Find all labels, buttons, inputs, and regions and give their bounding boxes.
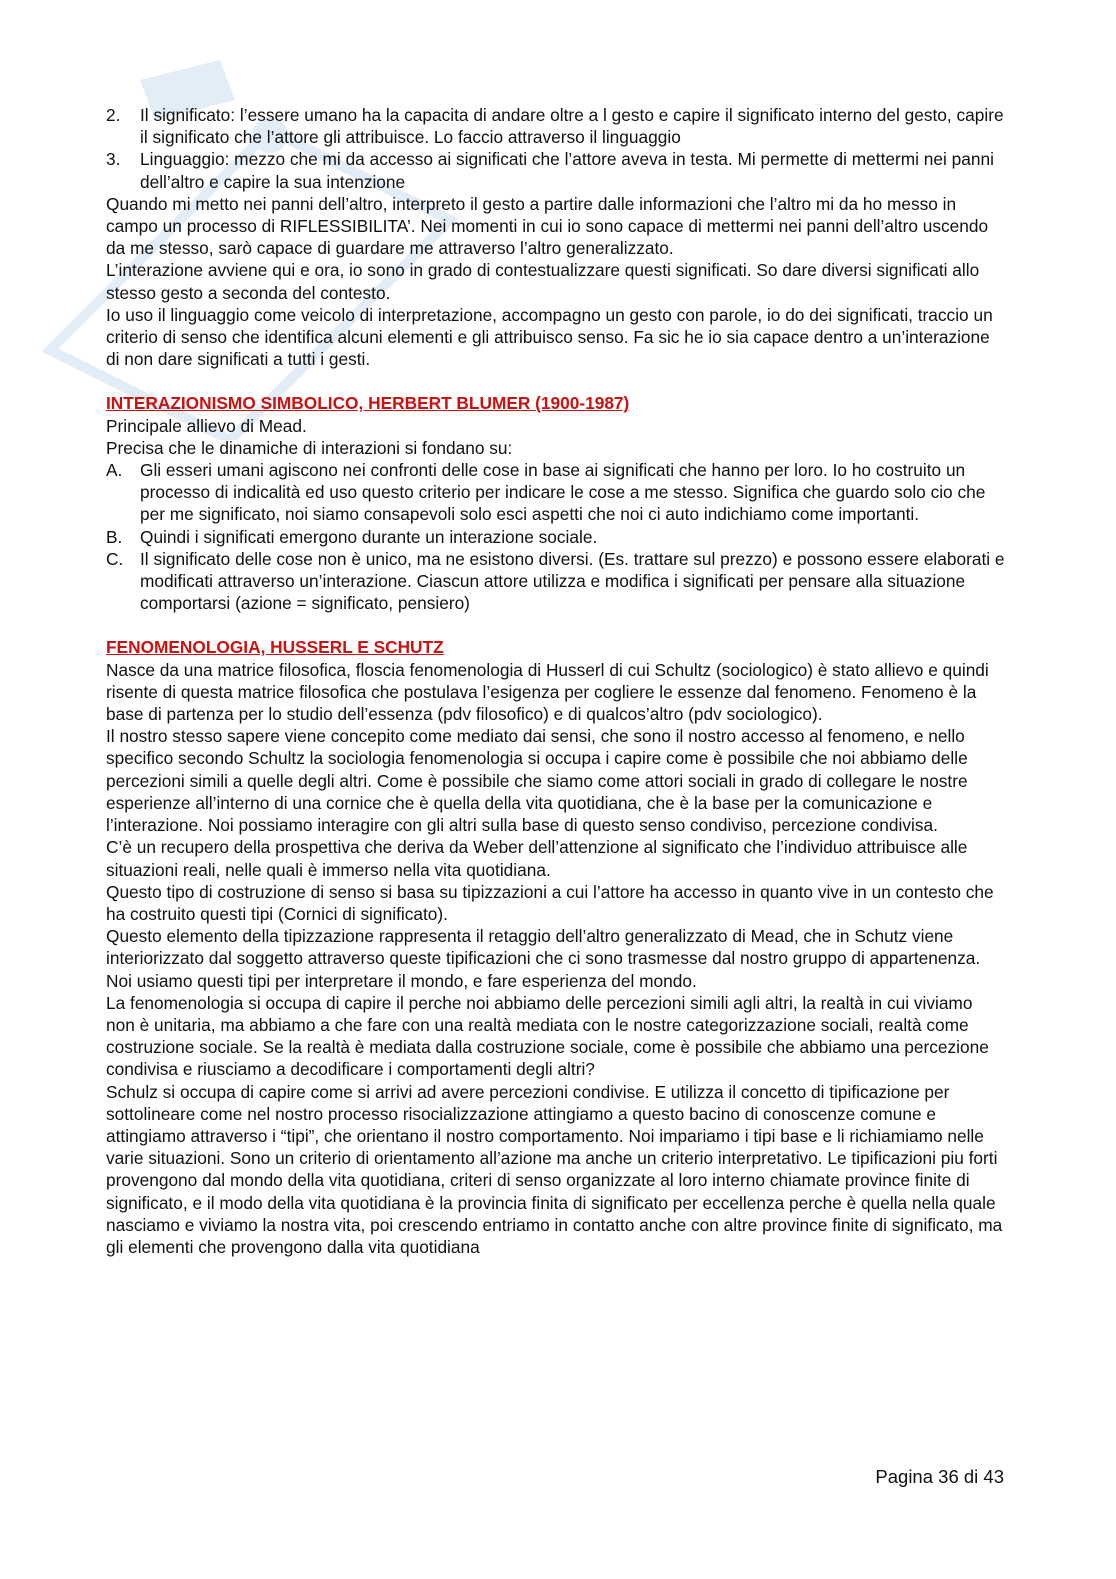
list-marker: 2. bbox=[106, 105, 121, 125]
list-item-text: Il significato delle cose non è unico, ma ne esistono diversi. (Es. trattare sul prezzo) e possono essere elaborati e modificati attraverso un’interazione. Ciascun attore utilizza e modifica i significati per pensare alla situazione comportarsi (azione = significato, pensiero) bbox=[140, 548, 1005, 614]
numbered-list bbox=[106, 104, 1006, 193]
list-item bbox=[106, 148, 1006, 192]
list-item bbox=[106, 104, 1006, 148]
document-body bbox=[106, 104, 1006, 1258]
list-marker: B. bbox=[106, 526, 123, 547]
section-heading: INTERAZIONISMO SIMBOLICO, HERBERT BLUMER (1900-1987) bbox=[106, 393, 630, 414]
paragraph: Questo elemento della tipizzazione rappresenta il retaggio dell’altro generalizzato di Mead, che in Schutz viene interiorizzato dal soggetto attraverso queste tipificazioni che ci sono trasmesse dal nostro gruppo di appartenenza. Noi usiamo questi tipi per interpretare il mondo, e fare esperienza del mondo. bbox=[106, 926, 981, 991]
list-item bbox=[106, 548, 1006, 615]
list-item-text: Linguaggio: mezzo che mi da accesso ai significati che l’attore aveva in testa. Mi permette di mettermi nei panni dell’altro e capire la sua intenzione bbox=[140, 149, 994, 192]
lettered-list bbox=[106, 459, 1006, 614]
list-marker: A. bbox=[106, 460, 123, 481]
paragraph: C’è un recupero della prospettiva che deriva da Weber dell’attenzione al significato che l’individuo attribuisce alle situazioni reali, nelle quali è immerso nella vita quotidiana. bbox=[106, 837, 968, 880]
section-heading: FENOMENOLOGIA, HUSSERL E SCHUTZ bbox=[106, 637, 444, 658]
paragraph: Schulz si occupa di capire come si arrivi ad avere percezioni condivise. E utilizza il concetto di tipificazione per sottolineare come nel nostro processo risocializzazione attingiamo a questo bacino di conoscenze comune e attingiamo attraverso i “tipi”, che orientano il nostro comportamento. Noi impariamo i tipi base e li richiamiamo nelle varie situazioni. Sono un criterio di orientamento all’azione ma anche un criterio interpretativo. Le tipificazioni piu forti provengono dal mondo della vita quotidiana, criteri di senso organizzate al loro interno chiamate province finite di significato, e il modo della vita quotidiana è la provincia finita di significato per eccellenza perche è quella nella quale nasciamo e viviamo la nostra vita, poi crescendo entriamo in contatto anche con altre province finite di significato, ma gli elementi che provengono dalla vita quotidiana bbox=[106, 1081, 1003, 1257]
list-marker: C. bbox=[106, 548, 124, 569]
list-marker: 3. bbox=[106, 149, 121, 170]
list-item bbox=[106, 459, 1006, 526]
list-item-text: Il significato: l’essere umano ha la capacita di andare oltre a l gesto e capire il significato interno del gesto, capire il significato che l’attore gli attribuisce. Lo faccio attraverso il linguaggio bbox=[140, 105, 1004, 148]
paragraph: Il nostro stesso sapere viene concepito come mediato dai sensi, che sono il nostro accesso al fenomeno, e nello specifico secondo Schultz la sociologia fenomenologia si occupa i capire come è possibile che noi abbiamo delle percezioni simili a quelle degli altri. Come è possibile che siamo come attori sociali in grado di collegare le nostre esperienze all’interno di una cornice che è quella della vita quotidiana, che è la base per la comunicazione e l’interazione. Noi possiamo interagire con gli altri sulla base di questo senso condiviso, percezione condivisa. bbox=[106, 726, 968, 836]
paragraph: L’interazione avviene qui e ora, io sono in grado di contestualizzare questi significati. So dare diversi significati allo stesso gesto a seconda del contesto. bbox=[106, 260, 980, 303]
list-item-text: Gli esseri umani agiscono nei confronti delle cose in base ai significati che hanno per loro. Io ho costruito un processo di indicalità ed uso questo criterio per indicare le cose a me stesso. Significa che guardo solo cio che per me significato, noi siamo consapevoli solo esci aspetti che noi ci auto indichiamo come importanti. bbox=[140, 460, 986, 525]
paragraph: Io uso il linguaggio come veicolo di interpretazione, accompagno un gesto con parole, io do dei significati, traccio un criterio di senso che identifica alcuni elementi e gli attribuisco senso. Fa sic he io sia capace dentro a un’interazione di non dare significati a tutti i gesti. bbox=[106, 304, 993, 370]
paragraph: La fenomenologia si occupa di capire il perche noi abbiamo delle percezioni simili agli altri, la realtà in cui viviamo non è unitaria, ma abbiamo a che fare con una realtà mediata con le nostre categorizzazione sociali, realtà come costruzione sociale. Se la realtà è mediata dalla costruzione sociale, come è possibile che abbiamo una percezione condivisa e riusciamo a decodificare i comportamenti degli altri? bbox=[106, 992, 989, 1080]
paragraph: Precisa che le dinamiche di interazioni si fondano su: bbox=[106, 437, 513, 458]
paragraph: Principale allievo di Mead. bbox=[106, 415, 307, 436]
list-item-text: Quindi i significati emergono durante un interazione sociale. bbox=[140, 526, 598, 547]
paragraph: Nasce da una matrice filosofica, floscia fenomenologia di Husserl di cui Schultz (sociologico) è stato allievo e quindi risente di questa matrice filosofica che postulava l’esigenza per cogliere le essenze dal fenomeno. Fenomeno è la base di partenza per lo studio dell’essenza (pdv filosofico) e di qualcos’altro (pdv sociologico). bbox=[106, 659, 989, 725]
paragraph: Quando mi metto nei panni dell’altro, interpreto il gesto a partire dalle informazioni che l’altro mi da ho messo in campo un processo di RIFLESSIBILITA’. Nei momenti in cui io sono capace di mettermi nei panni dell’altro uscendo da me stesso, sarò capace di guardare me attraverso l’altro generalizzato. bbox=[106, 193, 989, 259]
paragraph: Questo tipo di costruzione di senso si basa su tipizzazioni a cui l’attore ha accesso in quanto vive in un contesto che ha costruito questi tipi (Cornici di significato). bbox=[106, 881, 994, 924]
list-item bbox=[106, 526, 1006, 548]
page-number: Pagina 36 di 43 bbox=[875, 1466, 1004, 1487]
